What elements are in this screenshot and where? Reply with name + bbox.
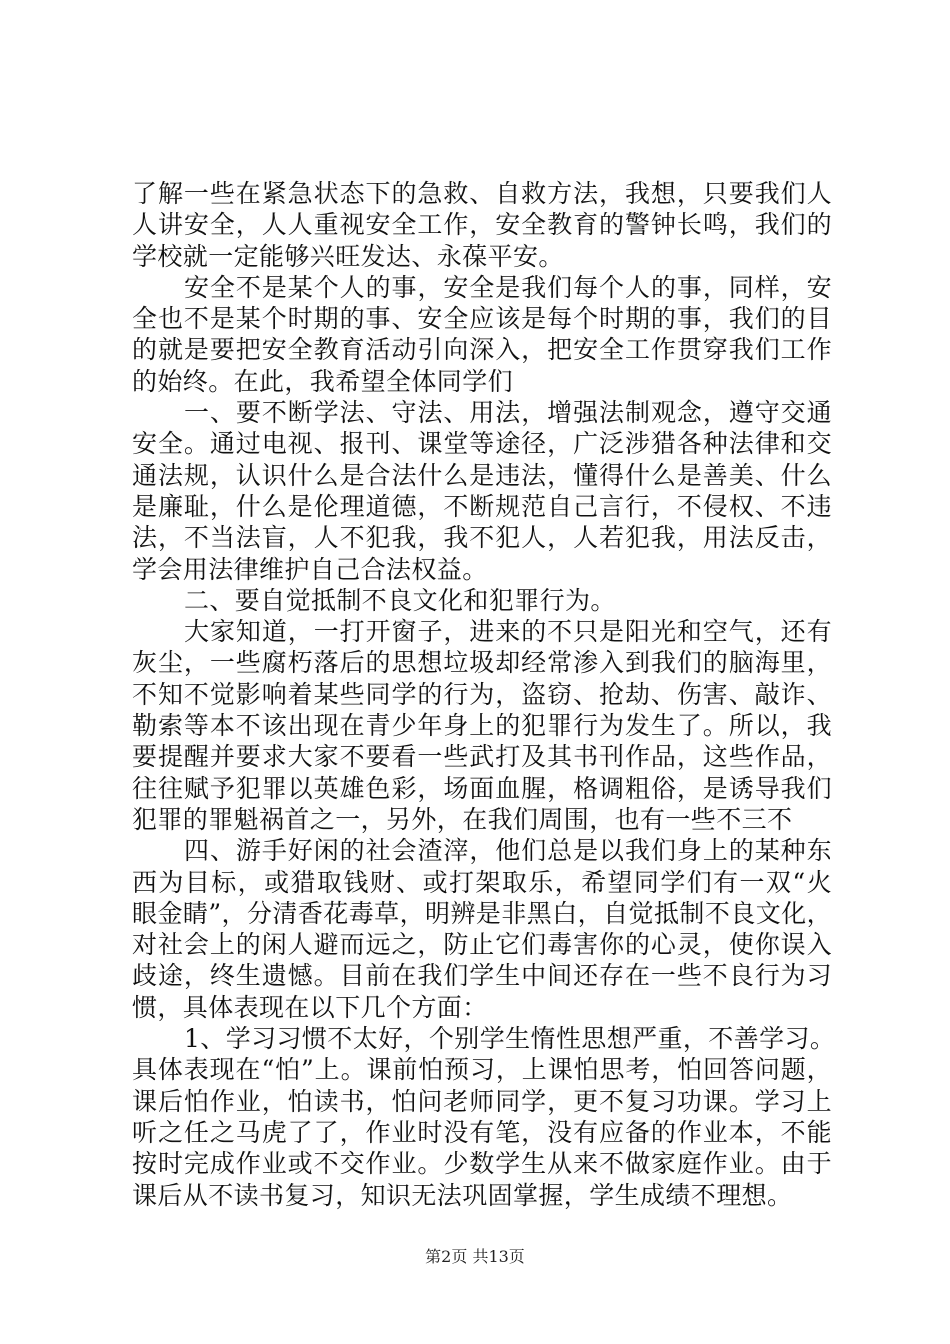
- text-line: 学会用法律维护自己合法权益。: [132, 554, 488, 584]
- page-footer: 第2页 共13页: [425, 1247, 525, 1266]
- text-line: 学校就一定能够兴旺发达、永葆平安。: [132, 241, 564, 271]
- text-line: 人讲安全，人人重视安全工作，安全教育的警钟长鸣，我们的: [132, 210, 832, 240]
- text-line: 的始终。在此，我希望全体同学们: [132, 366, 514, 396]
- text-line: 犯罪的罪魁祸首之一，另外，在我们周围，也有一些不三不: [132, 804, 793, 834]
- text-line: 课后怕作业，怕读书，怕问老师同学，更不复习功课。学习上: [132, 1086, 832, 1116]
- text-line: 大家知道，一打开窗子，进来的不只是阳光和空气，还有: [184, 617, 832, 647]
- text-line: 一、要不断学法、守法、用法，增强法制观念，遵守交通: [184, 398, 832, 428]
- text-line: 不知不觉影响着某些同学的行为，盗窃、抢劫、伤害、敲诈、: [132, 679, 832, 709]
- text-line: 要提醒并要求大家不要看一些武打及其书刊作品，这些作品，: [132, 742, 832, 772]
- text-line: 眼金睛”，分清香花毒草，明辨是非黑白，自觉抵制不良文化，: [132, 898, 832, 928]
- text-line: 1、学习习惯不太好，个别学生惰性思想严重，不善学习。: [184, 1024, 836, 1054]
- text-line: 对社会上的闲人避而远之，防止它们毒害你的心灵，使你误入: [132, 930, 832, 960]
- text-line: 听之任之马虎了了，作业时没有笔，没有应备的作业本，不能: [132, 1117, 832, 1147]
- text-line: 灰尘，一些腐朽落后的思想垃圾却经常渗入到我们的脑海里，: [132, 648, 832, 678]
- text-line: 课后从不读书复习，知识无法巩固掌握，学生成绩不理想。: [132, 1180, 793, 1210]
- text-line: 全也不是某个时期的事、安全应该是每个时期的事，我们的目: [132, 304, 832, 334]
- text-line: 的就是要把安全教育活动引向深入，把安全工作贯穿我们工作: [132, 335, 832, 365]
- text-line: 歧途，终生遗憾。目前在我们学生中间还存在一些不良行为习: [132, 961, 832, 991]
- text-line: 往往赋予犯罪以英雄色彩，场面血腥，格调粗俗，是诱导我们: [132, 773, 832, 803]
- text-line: 西为目标，或猎取钱财、或打架取乐，希望同学们有一双“火: [132, 867, 832, 897]
- text-line: 具体表现在“怕”上。课前怕预习，上课怕思考，怕回答问题，: [132, 1055, 832, 1085]
- text-line: 四、游手好闲的社会渣滓，他们总是以我们身上的某种东: [184, 836, 832, 866]
- text-line: 按时完成作业或不交作业。少数学生从来不做家庭作业。由于: [132, 1149, 832, 1179]
- document-body: [132, 178, 836, 1211]
- text-line: 二、要自觉抵制不良文化和犯罪行为。: [184, 585, 616, 615]
- text-line: 安全。通过电视、报刊、课堂等途径，广泛涉猎各种法律和交: [132, 429, 832, 459]
- text-line: 勒索等本不该出现在青少年身上的犯罪行为发生了。所以，我: [132, 711, 832, 741]
- text-line: 惯，具体表现在以下几个方面：: [132, 992, 488, 1022]
- text-line: 通法规，认识什么是合法什么是违法，懂得什么是善美、什么: [132, 460, 832, 490]
- text-line: 法，不当法盲，人不犯我，我不犯人，人若犯我，用法反击，: [132, 523, 832, 553]
- text-line: 安全不是某个人的事，安全是我们每个人的事，同样，安: [184, 272, 832, 302]
- text-line: 了解一些在紧急状态下的急救、自救方法，我想，只要我们人: [132, 179, 832, 208]
- text-line: 是廉耻，什么是伦理道德，不断规范自己言行，不侵权、不违: [132, 491, 832, 521]
